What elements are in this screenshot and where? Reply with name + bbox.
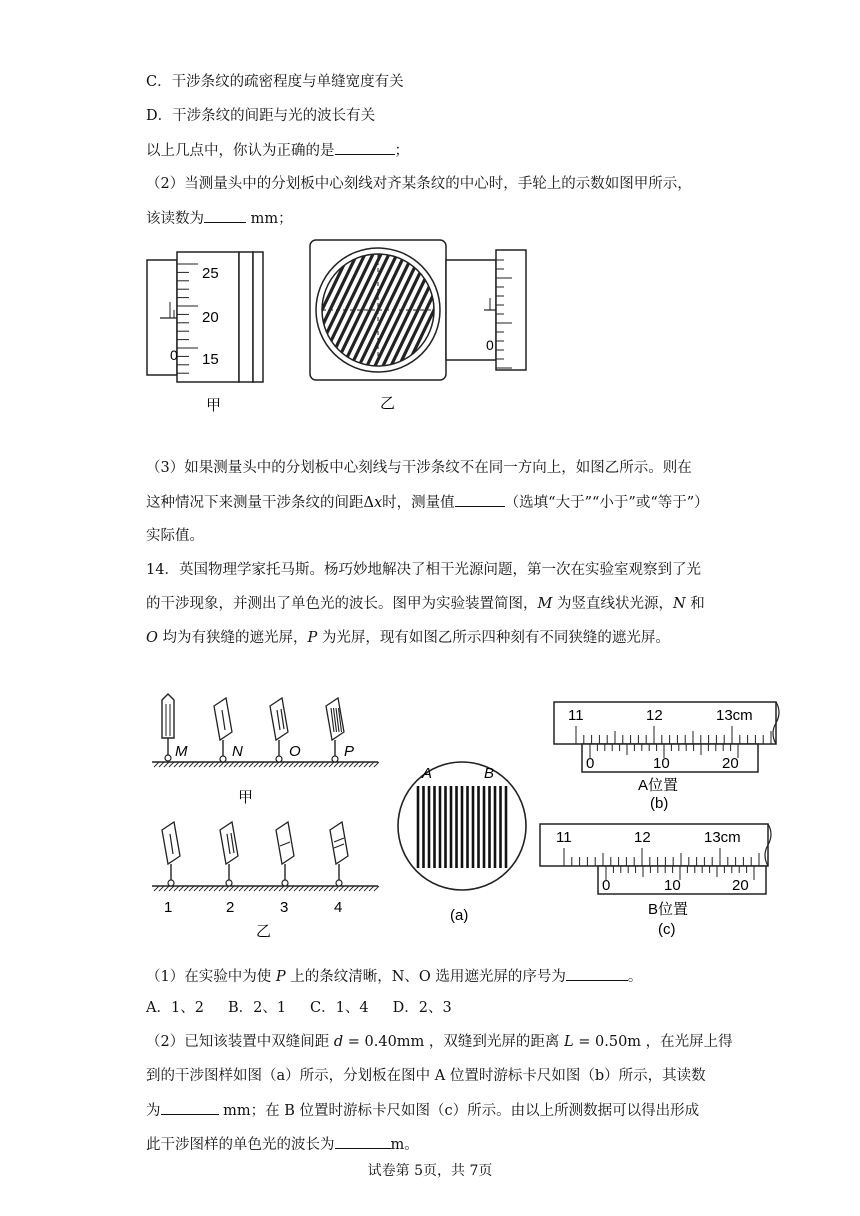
figure-c-vernier-caliper	[536, 818, 776, 942]
q14-options	[146, 998, 476, 1018]
main-label-11: 11	[568, 707, 584, 724]
screen-plate	[330, 822, 348, 864]
option-a[interactable]: A．1、2	[146, 1000, 204, 1016]
handwheel	[496, 250, 526, 370]
fringe-stripe	[300, 252, 302, 368]
q14-part2-line3	[146, 1100, 699, 1121]
screen-label-4: 4	[334, 899, 343, 916]
option-d: D．干涉条纹的间距与光的波长有关	[146, 108, 376, 124]
label-o: O	[289, 743, 301, 760]
answer-blank-4[interactable]	[566, 966, 628, 981]
answer-blank-5[interactable]	[161, 1100, 219, 1115]
q14-part2-line1	[146, 1032, 733, 1052]
answer-blank-1[interactable]	[335, 140, 395, 155]
post-base	[336, 880, 342, 886]
post-base	[332, 756, 338, 762]
p1-end: 。	[627, 969, 643, 985]
q14-line1: 14．英国物理学家托马斯。杨巧妙地解决了相干光源问题，第一次在实验室观察到了光	[146, 562, 701, 578]
caption-yi: 乙	[380, 395, 396, 412]
figure-setup-and-screens	[146, 690, 386, 940]
q14-text: 和	[685, 596, 705, 612]
label-n: N	[232, 743, 243, 760]
screen-label-1: 1	[164, 899, 173, 916]
p1-text: N、O 选用遮光屏的序号为	[391, 969, 566, 985]
var-p: P	[275, 969, 286, 985]
figure-yi-measuring-head	[300, 236, 540, 416]
label-20: 20	[202, 309, 219, 326]
post-base	[226, 880, 232, 886]
post-base	[282, 880, 288, 886]
option-d[interactable]: D．2、3	[392, 1000, 452, 1016]
caption-a: (a)	[450, 907, 469, 924]
page-footer: 试卷第 5页，共 7页	[367, 1163, 493, 1179]
vernier-label-20: 20	[722, 755, 739, 772]
screen-plate	[276, 822, 294, 864]
question-13-ask	[146, 140, 409, 161]
answer-blank-3[interactable]	[455, 492, 505, 507]
caption-c: (c)	[658, 921, 676, 938]
light-source-m	[162, 694, 174, 761]
answer-blank-2[interactable]	[204, 208, 246, 223]
main-label-11: 11	[556, 829, 572, 846]
q14-part1	[146, 966, 642, 987]
p2-text: m。	[390, 1137, 419, 1153]
p2-text: 为	[146, 1103, 161, 1119]
var-o: O	[146, 630, 158, 646]
p3-text: 这种情况下来测量干涉条纹的间距Δ	[146, 495, 374, 511]
q14-text: 为竖直线状光源，	[552, 596, 673, 612]
var-l: L	[564, 1034, 574, 1050]
label-15: 15	[202, 351, 219, 368]
post-base	[220, 756, 226, 762]
var-d: d	[333, 1034, 344, 1050]
q13-part2-line1: （2）当测量头中的分划板中心刻线对齐某条纹的中心时，手轮上的示数如图甲所示，	[146, 176, 692, 192]
fringe-stripe	[300, 252, 310, 368]
screen-label-3: 3	[280, 899, 289, 916]
ask-end: ；	[394, 143, 409, 159]
option-c[interactable]: C．1、4	[310, 1000, 369, 1016]
option-b[interactable]: B．2、1	[227, 1000, 287, 1016]
post-base	[276, 756, 282, 762]
var-p: P	[307, 630, 318, 646]
ratchet-1	[239, 252, 253, 382]
q14-line2	[146, 594, 705, 614]
q14-text: 的干涉现象，并测出了单色光的波长。图甲为实验装置简图，	[146, 596, 538, 612]
q14-text: 为光屏，现有如图乙所示四种刻有不同狭缝的遮光屏。	[317, 630, 670, 646]
main-label-12: 12	[646, 707, 663, 724]
main-label-13cm: 13cm	[716, 707, 753, 724]
ground-jia	[152, 762, 379, 767]
screen-plate	[220, 822, 238, 864]
main-label-13cm: 13cm	[704, 829, 741, 846]
position-b-label: B位置	[648, 901, 689, 918]
vernier-label-20: 20	[732, 877, 749, 894]
q13-part3-line2	[146, 492, 709, 513]
caption-screens-yi: 乙	[256, 923, 272, 940]
screen-plate	[270, 698, 288, 740]
p1-text: （1）在实验中为使	[146, 969, 276, 985]
wheel-label-0: 0	[486, 337, 494, 353]
var-m: M	[537, 596, 553, 612]
caption-jia: 甲	[206, 397, 222, 414]
ground-yi	[152, 886, 379, 891]
position-a-label: A位置	[638, 777, 679, 794]
ask-text: 以上几点中，你认为正确的是	[146, 143, 335, 159]
p2-text: = 0.40mm ，双缝到光屏的距离	[343, 1034, 565, 1050]
var-x: x	[373, 495, 383, 511]
figure-a-interference-pattern	[392, 756, 532, 936]
q14-text: 均为有狭缝的遮光屏，	[157, 630, 308, 646]
vernier-label-10: 10	[653, 755, 670, 772]
post-base	[168, 880, 174, 886]
label-b: B	[484, 765, 495, 782]
p2-text: = 0.50m ，在光屏上得	[573, 1034, 733, 1050]
q14-line3	[146, 628, 670, 648]
q14-part2-line4	[146, 1134, 419, 1155]
part2-text: 该读数为	[146, 211, 204, 227]
label-25: 25	[202, 265, 219, 282]
screen-label-2: 2	[226, 899, 235, 916]
caption-b: (b)	[650, 795, 669, 812]
label-a: A	[422, 765, 433, 782]
caption-setup-jia: 甲	[238, 789, 254, 806]
q13-part2-line2	[146, 208, 293, 229]
vernier-label-0: 0	[602, 877, 611, 894]
answer-blank-6[interactable]	[335, 1134, 391, 1149]
option-c: C．干涉条纹的疏密程度与单缝宽度有关	[146, 74, 404, 90]
vernier-label-10: 10	[664, 877, 681, 894]
label-p: P	[344, 743, 355, 760]
var-n: N	[672, 596, 686, 612]
screen-holders-yi	[162, 822, 348, 886]
label-m: M	[175, 743, 188, 760]
p3-text3: （选填“大于”“小于”或“等于”）	[504, 495, 709, 511]
figure-b-vernier-caliper	[550, 696, 790, 816]
q13-part3-line3: 实际值。	[146, 528, 204, 544]
p1-text: 上的条纹清晰，	[285, 969, 392, 985]
q14-part2-line2: 到的干涉图样如图（a）所示，分划板在图中 A 位置时游标卡尺如图（b）所示，其读数	[146, 1068, 706, 1084]
ratchet-2	[253, 252, 263, 382]
main-label-12: 12	[634, 829, 651, 846]
label-0: 0	[170, 347, 178, 363]
figure-jia-micrometer	[140, 240, 280, 415]
p2-text: （2）已知该装置中双缝间距	[146, 1034, 334, 1050]
vernier-label-0: 0	[586, 755, 595, 772]
p2-text: mm；在 B 位置时游标卡尺如图（c）所示。由以上所测数据可以得出形成	[218, 1103, 700, 1119]
p3-text2: 时，测量值	[382, 495, 455, 511]
q13-part3-line1: （3）如果测量头中的分划板中心刻线与干涉条纹不在同一方向上，如图乙所示。则在	[146, 460, 692, 476]
part2-unit: mm；	[246, 211, 293, 227]
p2-text: 此干涉图样的单色光的波长为	[146, 1137, 335, 1153]
